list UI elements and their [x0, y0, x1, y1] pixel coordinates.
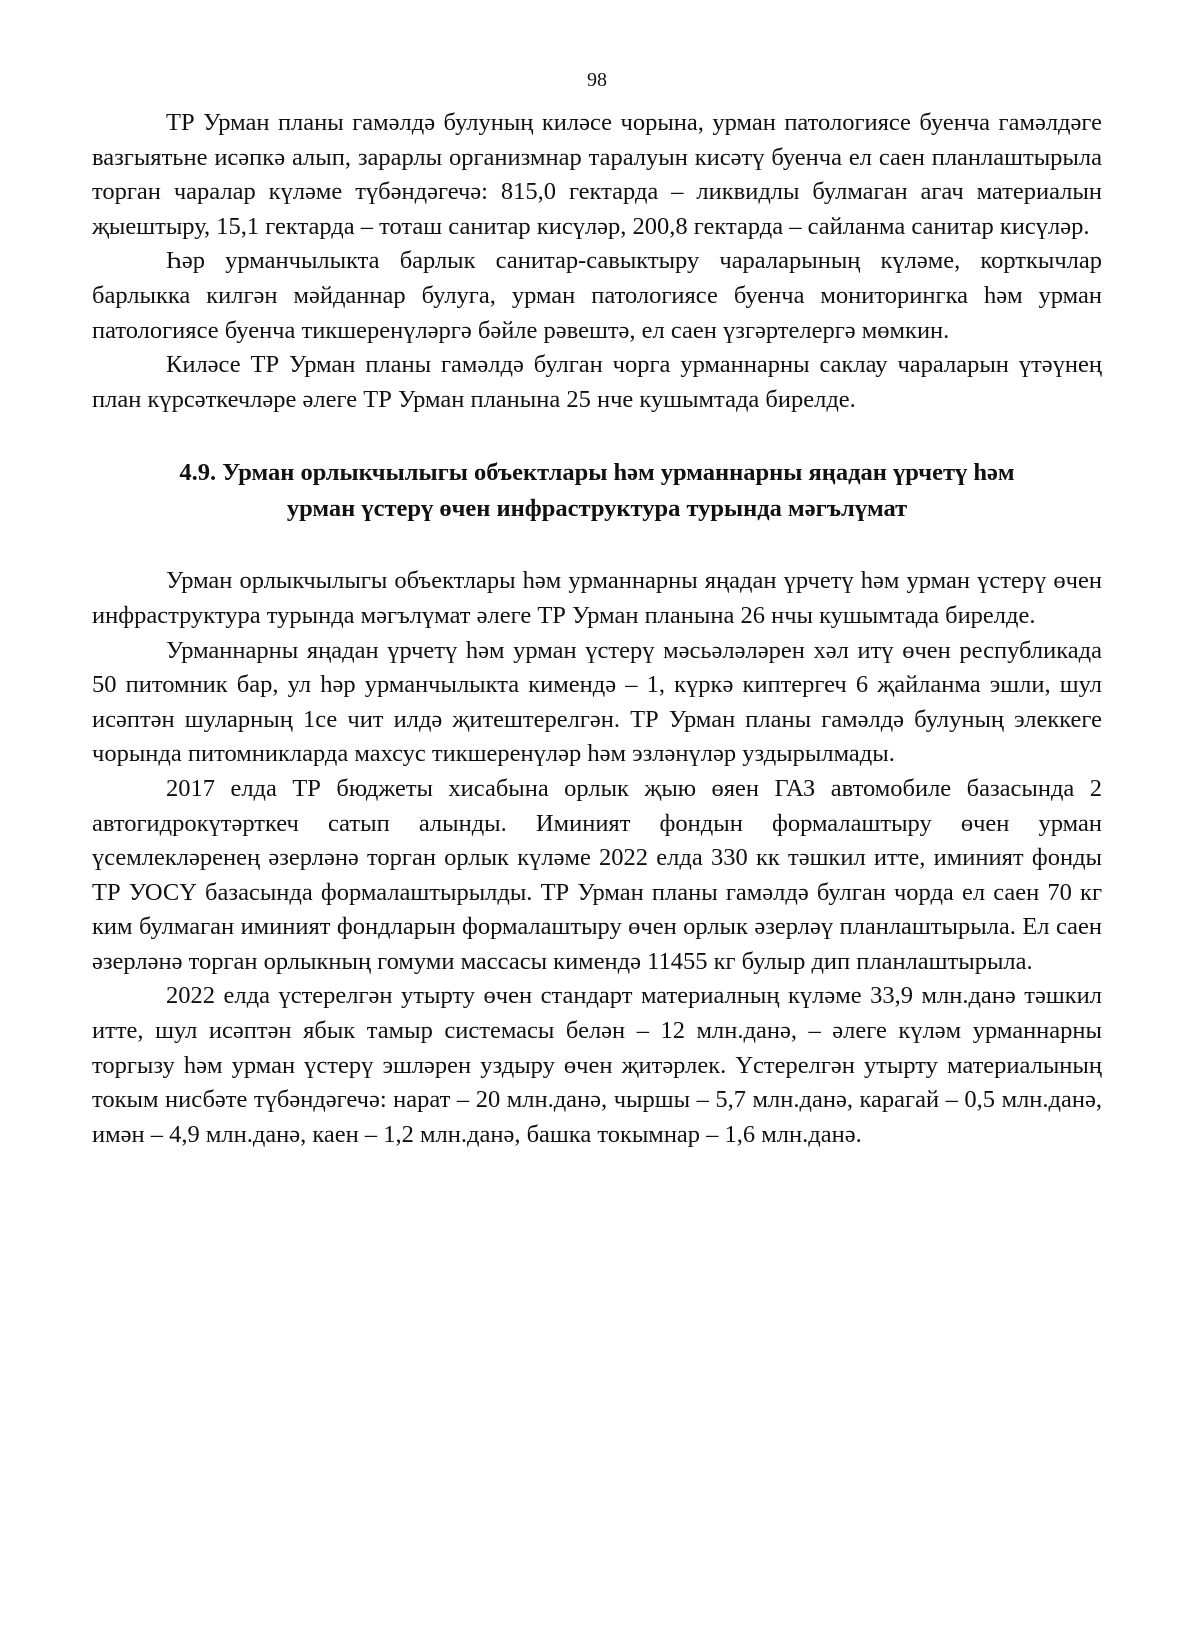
section-heading-line-1: 4.9. Урман орлыкчылыгы объектлары һәм урманнарны яңадан үрчетү һәм	[179, 459, 1015, 487]
paragraph-planting-material: 2022 елда үстерелгән утырту өчен стандарт материалның күләме 33,9 млн.данә тәшкил итте, шул исәптән ябык тамыр системасы белән – 12 млн.данә, – әлеге күләм урманнарны торгызу һәм урман үстерү эшләрен уздыру өчен җитәрлек. Үстерелгән утырту материалының токым нисбәте түбәндәгечә: нарат – 20 млн.данә, чыршы – 5,7 млн.данә, карагай – 0,5 млн.данә, имән – 4,9 млн.данә, каен – 1,2 млн.данә, башка токымнар – 1,6 млн.данә.	[92, 982, 1102, 1148]
paragraph-nurseries: Урманнарны яңадан үрчетү һәм урман үстерү мәсьәләләрен хәл итү өчен республикада 50 питомник бар, ул һәр урманчылыкта кимендә – 1, күркә киптергеч 6 җайланма эшли, шул исәптән шуларның 1се чит илдә җитештерелгән. ТР Урман планы гамәлдә булуның элеккеге чорында питомникларда махсус тикшеренүләр һәм эзләнүләр уздырылмады.	[92, 636, 1102, 768]
paragraph-sanitary-measures: Һәр урманчылыкта барлык санитар-савыктыру чараларының күләме, корткычлар барлыкка килгән мәйданнар булуга, урман патологиясе буенча мониторингка һәм урман патологиясе буенча тикшеренүләргә бәйле рәвештә, ел саен үзгәртелергә мөмкин.	[92, 247, 1102, 344]
section-heading-line-2: урман үстерү өчен инфраструктура турында мәгълүмат	[286, 495, 908, 523]
section-heading	[92, 455, 1102, 527]
paragraph-protection-indicators: Киләсе ТР Урман планы гамәлдә булган чорга урманнарны саклау чараларын үтәүнең план күрсәткечләре әлеге ТР Урман планына 25 нче кушымтада бирелде.	[92, 351, 1102, 413]
paragraph-pest-control-volume: ТР Урман планы гамәлдә булуның киләсе чорына, урман патологиясе буенча гамәлдәге вазгыятьне исәпкә алып, зарарлы организмнар таралуын кисәтү буенча ел саен планлаштырыла торган чаралар күләме түбәндәгечә: 815,0 гектарда – ликвидлы булмаган агач материалын җыештыру, 15,1 гектарда – тоташ санитар кисүләр, 200,8 гектарда – сайланма санитар кисүләр.	[92, 109, 1102, 240]
paragraph-infrastructure-info: Урман орлыкчылыгы объектлары һәм урманнарны яңадан үрчетү һәм урман үстерү өчен инфраструктура турында мәгълүмат әлеге ТР Урман планына 26 нчы кушымтада бирелде.	[92, 567, 1102, 629]
page-number: 98	[587, 69, 607, 91]
document-page	[92, 60, 1102, 1152]
paragraph-seed-collection: 2017 елда ТР бюджеты хисабына орлык җыю өяен ГАЗ автомобиле базасында 2 автогидрокүтәрткеч сатып алынды. Иминият фондын формалаштыру өчен урман үсемлекләренең әзерләнә торган орлык күләме 2022 елда 330 кк тәшкил итте, иминият фонды ТР УОСҮ базасында формалаштырылды. ТР Урман планы гамәлдә булган чорда ел саен 70 кг ким булмаган иминият фондларын формалаштыру өчен орлык әзерләү планлаштырыла. Ел саен әзерләнә торган орлыкның гомуми массасы кимендә 11455 кг булыр дип планлаштырыла.	[92, 774, 1102, 975]
